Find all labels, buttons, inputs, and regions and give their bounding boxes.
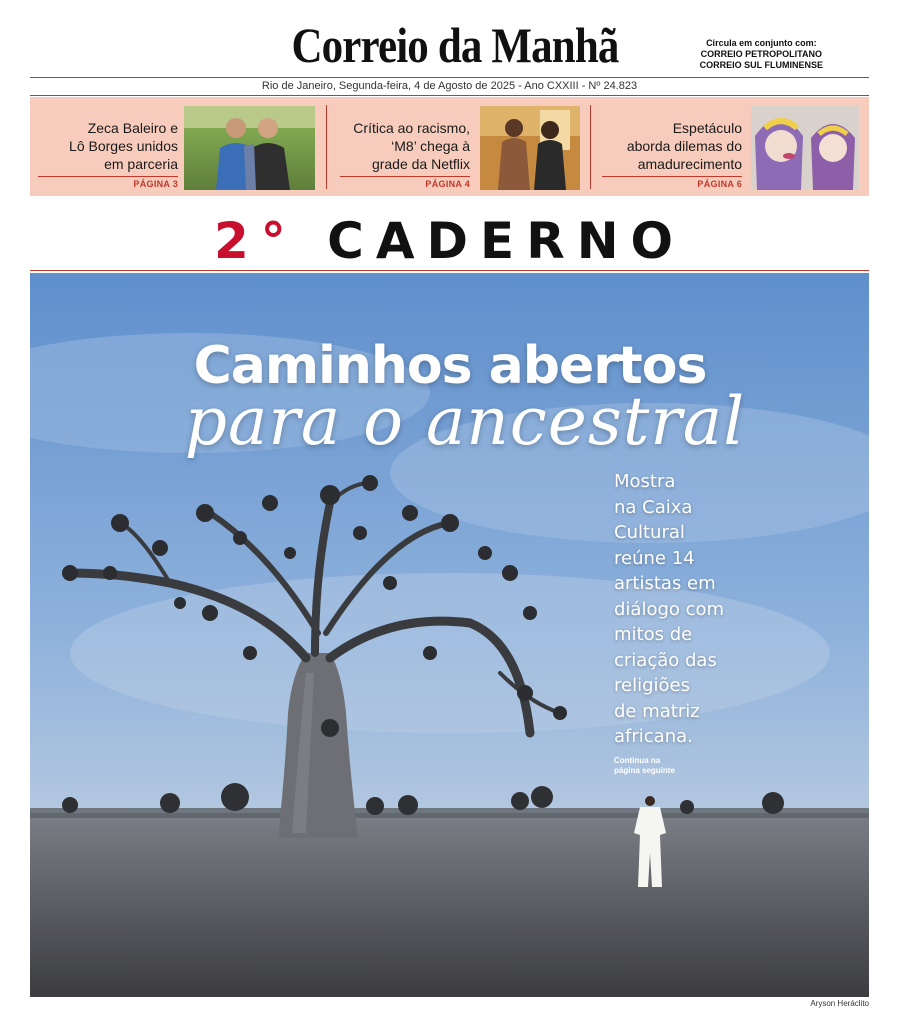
teaser-espetaculo[interactable] xyxy=(596,97,742,196)
teaser-headline: Espetáculo aborda dilemas do amadurecimento xyxy=(626,120,742,172)
teaser-separator xyxy=(326,105,327,189)
dateline-rule xyxy=(30,95,869,96)
cover-deck: Mostra na Caixa Cultural reúne 14 artistas em diálogo com mitos de criação das religiões de matriz africana. xyxy=(614,471,725,747)
photo-credit: Aryson Heráclito xyxy=(810,999,869,1008)
section-header xyxy=(0,212,899,270)
teaser-page-ref: PÁGINA 6 xyxy=(697,179,742,189)
teaser-divider xyxy=(38,176,178,177)
teaser-headline: Crítica ao racismo, ‘M8’ chega à grade da Netflix xyxy=(353,120,470,172)
continua-link[interactable]: Continua na página seguinte xyxy=(614,756,675,775)
teaser-divider xyxy=(340,176,470,177)
teaser-page-ref: PÁGINA 4 xyxy=(425,179,470,189)
two-men-photo xyxy=(184,106,315,190)
teaser-m8-netflix[interactable] xyxy=(330,97,470,196)
film-still-photo xyxy=(480,106,580,190)
teaser-headline: Zeca Baleiro e Lô Borges unidos em parceria xyxy=(69,120,178,172)
section-name: CADERNO xyxy=(327,212,686,270)
section-rule xyxy=(30,270,869,271)
masthead-rule xyxy=(30,77,869,78)
partner-sul-fluminense: CORREIO SUL FLUMINENSE xyxy=(699,60,823,70)
teaser-strip xyxy=(30,97,869,196)
cover-headline-line2: para o ancestral xyxy=(184,383,746,460)
teaser-divider xyxy=(602,176,742,177)
dateline: Rio de Janeiro, Segunda-feira, 4 de Agosto de 2025 - Ano CXXIII - Nº 24.823 xyxy=(261,80,638,92)
circulation-label: Circula em conjunto com: xyxy=(706,38,817,48)
cover-headline-line1: Caminhos abertos xyxy=(193,336,707,396)
circulation-note xyxy=(700,38,823,71)
partner-petropolitano: CORREIO PETROPOLITANO xyxy=(700,49,822,59)
newspaper-title: Correio da Manhã xyxy=(291,17,619,73)
teaser-separator xyxy=(590,105,591,189)
section-number: 2° xyxy=(213,212,298,270)
teaser-zeca-baleiro[interactable] xyxy=(30,97,178,196)
teaser-page-ref: PÁGINA 3 xyxy=(133,179,178,189)
performers-photo xyxy=(751,106,859,190)
